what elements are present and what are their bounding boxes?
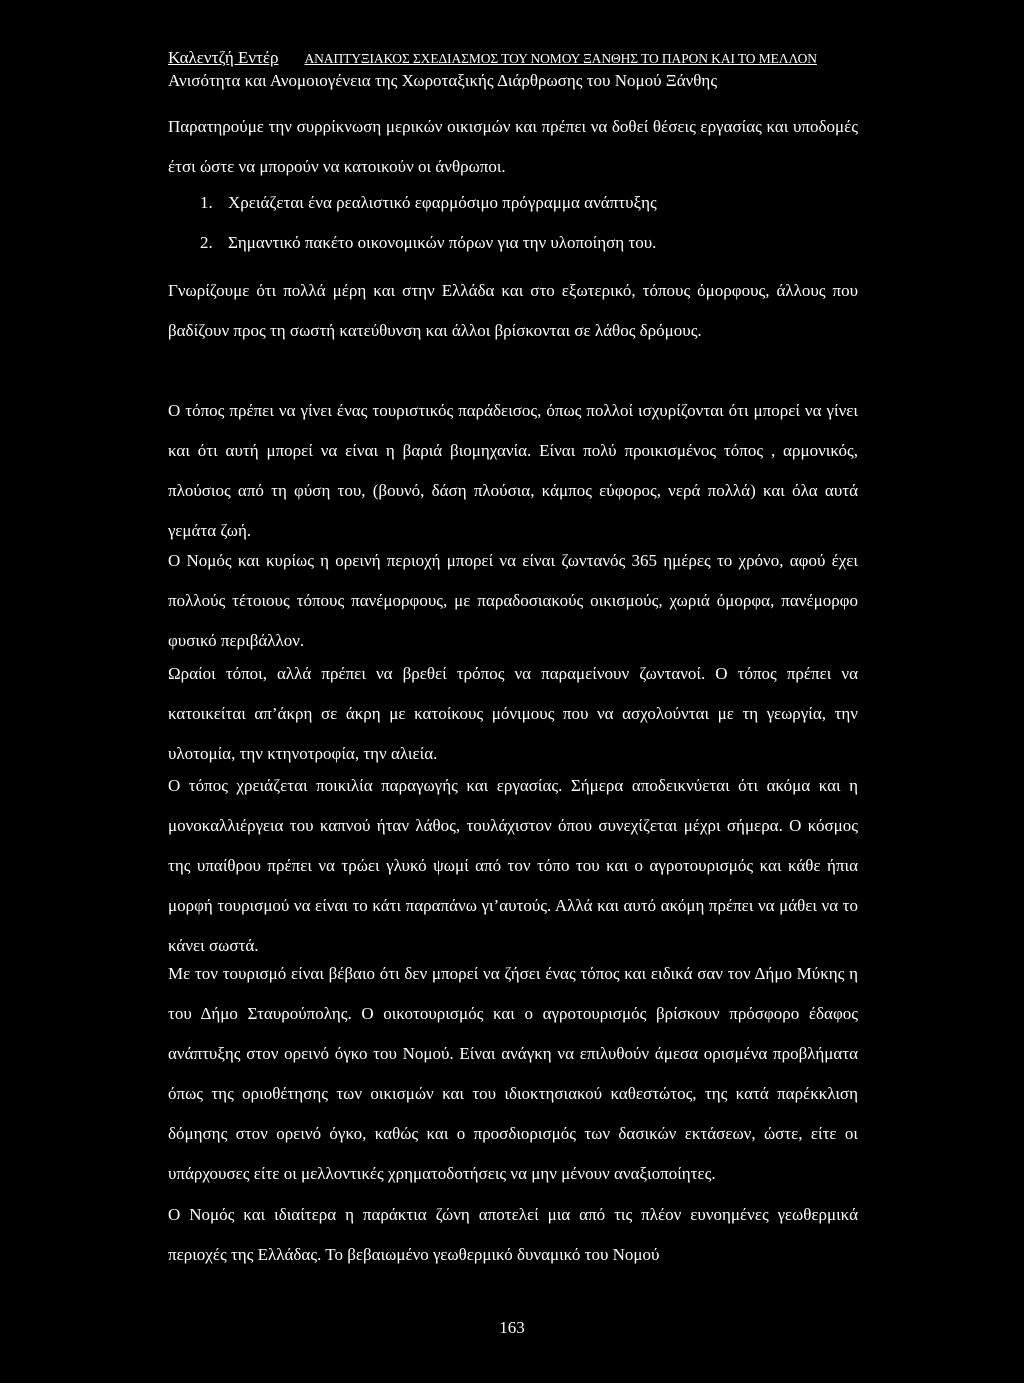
list-item (200, 183, 860, 223)
paragraph: Ο τόπος χρειάζεται ποικιλία παραγωγής και εργασίας. Σήμερα αποδεικνύεται ότι ακόμα και η μονοκαλλιέργεια του καπνού ήταν λάθος, τουλάχιστον όπου συνεχίζεται μέχρι σήμερα. Ο κόσμος της υπαίθρου πρέπει να τρώει γλυκό ψωμί από τον τόπο του και ο αγροτουρισμός και κάθε ήπια μορφή τουρισμού να είναι το κάτι παραπάνω γι’αυτούς. Αλλά και αυτό ακόμη πρέπει να μάθει να το κάνει σωστά. (168, 776, 858, 955)
paragraph-block (168, 541, 858, 661)
page-number: 163 (499, 1318, 525, 1337)
paragraph-block (168, 391, 858, 551)
paragraph: Ο Νομός και ιδιαίτερα η παράκτια ζώνη αποτελεί μια από τις πλέον ευνοημένες γεωθερμικά περιοχές της Ελλάδας. Το βεβαιωμένο γεωθερμικό δυναμικό του Νομού (168, 1205, 858, 1264)
list-item (200, 223, 860, 263)
intro-paragraph-block (168, 107, 858, 187)
header-line-1 (168, 47, 868, 70)
header-subtitle: Ανισότητα και Ανομοιογένεια της Χωροταξικής Διάρθρωσης του Νομού Ξάνθης (168, 71, 718, 90)
paragraph-block (168, 654, 858, 774)
list-item-number: 2. (200, 233, 213, 252)
paragraph: Ο τόπος πρέπει να γίνει ένας τουριστικός παράδεισος, όπως πολλοί ισχυρίζονται ότι μπορεί να γίνει και ότι αυτή μπορεί να είναι η βαριά βιομηχανία. Είναι πολύ προικισμένος τόπος , αρμονικός, πλούσιος από τη φύση του, (βουνό, δάση πλούσια, κάμπος εύφορος, νερά πολλά) και όλα αυτά γεμάτα ζωή. (168, 401, 858, 540)
paragraph-block (168, 954, 858, 1194)
paragraph: Ο Νομός και κυρίως η ορεινή περιοχή μπορεί να είναι ζωντανός 365 ημέρες το χρόνο, αφού έχει πολλούς τέτοιους τόπους πανέμορφους, με παραδοσιακούς οικισμούς, χωριά όμορφα, πανέμορφο φυσικό περιβάλλον. (168, 551, 858, 650)
list-item-number: 1. (200, 193, 213, 212)
numbered-list (200, 183, 860, 263)
paragraph-block (168, 1195, 858, 1275)
paragraph-block (168, 766, 858, 966)
paragraph: Ωραίοι τόποι, αλλά πρέπει να βρεθεί τρόπος να παραμείνουν ζωντανοί. Ο τόπος πρέπει να κατοικείται απ’άκρη σε άκρη με κατοίκους μόνιμους που να ασχολούνται με τη γεωργία, την υλοτομία, την κτηνοτροφία, την αλιεία. (168, 664, 858, 763)
paragraph: Με τον τουρισμό είναι βέβαιο ότι δεν μπορεί να ζήσει ένας τόπος και ειδικά σαν τον Δήμο Μύκης η του Δήμο Σταυρούπολης. Ο οικοτουρισμός και ο αγροτουρισμός βρίσκουν πρόσφορο έδαφος ανάπτυξης στον ορεινό όγκο του Νομού. Είναι ανάγκη να επιλυθούν άμεσα ορισμένα προβλήματα όπως της οριοθέτησης των οικισμών και του ιδιοκτησιακού καθεστώτος, της κατά παρέκκλιση δόμησης στον ορεινό όγκο, καθώς και ο προσδιορισμός των δασικών εκτάσεων, ώστε, είτε οι υπάρχουσες είτε οι μελλοντικές χρηματοδοτήσεις να μην μένουν αναξιοποίητες. (168, 964, 858, 1183)
running-header (168, 47, 868, 92)
list-item-text: Χρειάζεται ένα ρεαλιστικό εφαρμόσιμο πρόγραμμα ανάπτυξης (228, 193, 657, 212)
paragraph-block (168, 271, 858, 351)
header-author: Καλεντζή Εντέρ (168, 48, 279, 67)
list-item-text: Σημαντικό πακέτο οικονομικών πόρων για την υλοποίηση του. (228, 233, 657, 252)
header-title: ΑΝΑΠΤΥΞΙΑΚΟΣ ΣΧΕΔΙΑΣΜΟΣ ΤΟΥ ΝΟΜΟΥ ΞΑΝΘΗΣ ΤΟ ΠΑΡΟΝ ΚΑΙ ΤΟ ΜΕΛΛΟΝ (304, 51, 817, 66)
paragraph: Γνωρίζουμε ότι πολλά μέρη και στην Ελλάδα και στο εξωτερικό, τόπους όμορφους, άλλους που βαδίζουν προς τη σωστή κατεύθυνση και άλλοι βρίσκονται σε λάθος δρόμους. (168, 281, 858, 340)
intro-paragraph: Παρατηρούμε την συρρίκνωση μερικών οικισμών και πρέπει να δοθεί θέσεις εργασίας και υποδομές έτσι ώστε να μπορούν να κατοικούν οι άνθρωποι. (168, 117, 858, 176)
